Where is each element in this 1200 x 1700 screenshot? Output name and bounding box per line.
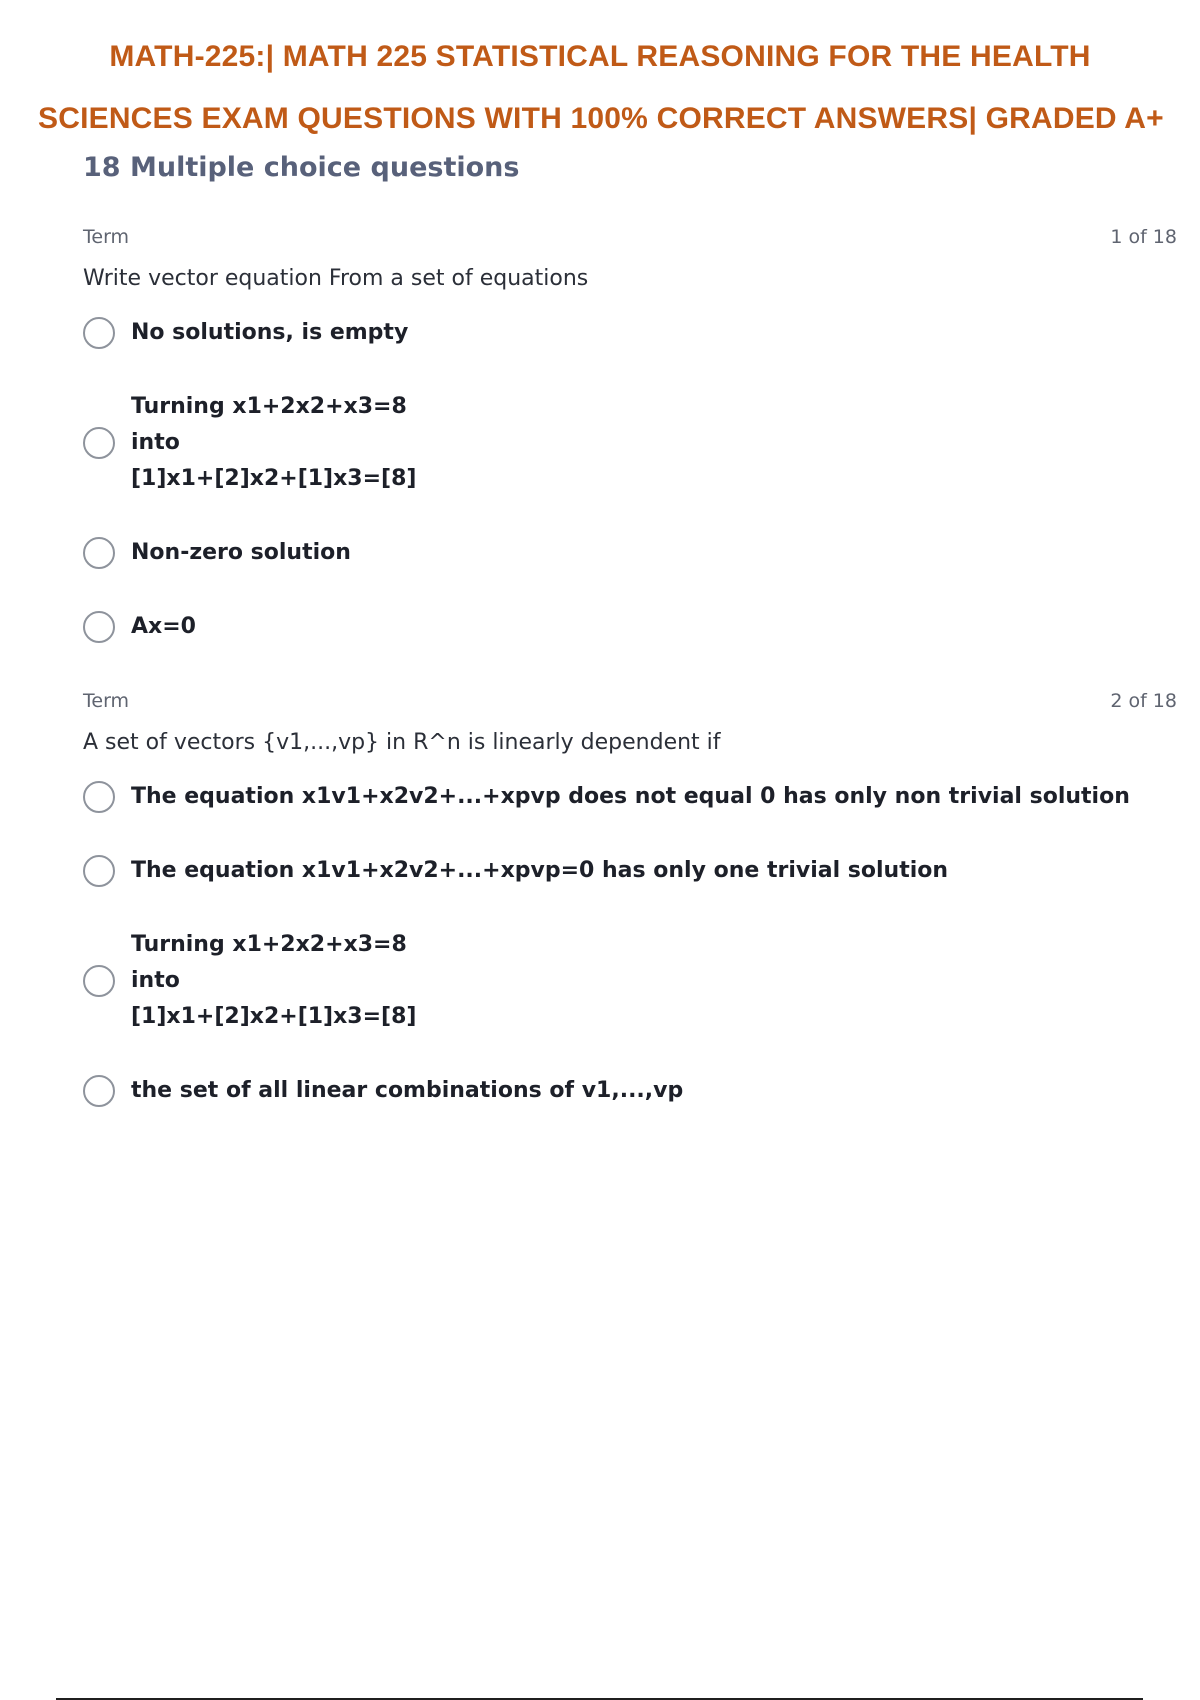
answer-options [83, 315, 1177, 645]
question-count-heading: 18 Multiple choice questions [83, 152, 520, 183]
answer-option[interactable] [83, 779, 1177, 815]
answer-option[interactable] [83, 1073, 1177, 1109]
radio-button-icon[interactable] [83, 781, 115, 813]
question-card-2 [83, 690, 1177, 1147]
question-counter: 2 of 18 [1110, 690, 1177, 712]
answer-option-label: No solutions, is empty [131, 320, 409, 345]
question-header [83, 690, 1177, 718]
answer-option-label: Turning x1+2x2+x3=8 into [1]x1+[2]x2+[1]x3=[8] [131, 932, 417, 1029]
answer-option-label: Ax=0 [131, 614, 196, 639]
radio-button-icon[interactable] [83, 1075, 115, 1107]
document-title-line-2: SCIENCES EXAM QUESTIONS WITH 100% CORRECT ANSWERS| GRADED A+ [38, 102, 1164, 135]
answer-option[interactable] [83, 535, 1177, 571]
answer-option[interactable] [83, 853, 1177, 889]
question-counter: 1 of 18 [1110, 226, 1177, 248]
answer-option-label: Turning x1+2x2+x3=8 into [1]x1+[2]x2+[1]x3=[8] [131, 394, 417, 491]
answer-option[interactable] [83, 927, 1177, 1035]
radio-button-icon[interactable] [83, 855, 115, 887]
answer-options [83, 779, 1177, 1109]
answer-option[interactable] [83, 609, 1177, 645]
radio-button-icon[interactable] [83, 427, 115, 459]
question-header [83, 226, 1177, 254]
question-card-1 [83, 226, 1177, 683]
radio-button-icon[interactable] [83, 611, 115, 643]
answer-option-label: the set of all linear combinations of v1,...,vp [131, 1078, 684, 1103]
document-title-line-1: MATH-225:| MATH 225 STATISTICAL REASONING FOR THE HEALTH [109, 40, 1091, 73]
question-text: A set of vectors {v1,...,vp} in R^n is linearly dependent if [83, 730, 721, 755]
term-label: Term [83, 226, 130, 248]
answer-option-label: The equation x1v1+x2v2+...+xpvp does not equal 0 has only non trivial solution [131, 784, 1130, 809]
answer-option-label: The equation x1v1+x2v2+...+xpvp=0 has only one trivial solution [131, 858, 949, 883]
answer-option[interactable] [83, 315, 1177, 351]
question-text: Write vector equation From a set of equations [83, 266, 589, 291]
radio-button-icon[interactable] [83, 965, 115, 997]
radio-button-icon[interactable] [83, 317, 115, 349]
answer-option-label: Non-zero solution [131, 540, 351, 565]
radio-button-icon[interactable] [83, 537, 115, 569]
term-label: Term [83, 690, 130, 712]
answer-option[interactable] [83, 389, 1177, 497]
